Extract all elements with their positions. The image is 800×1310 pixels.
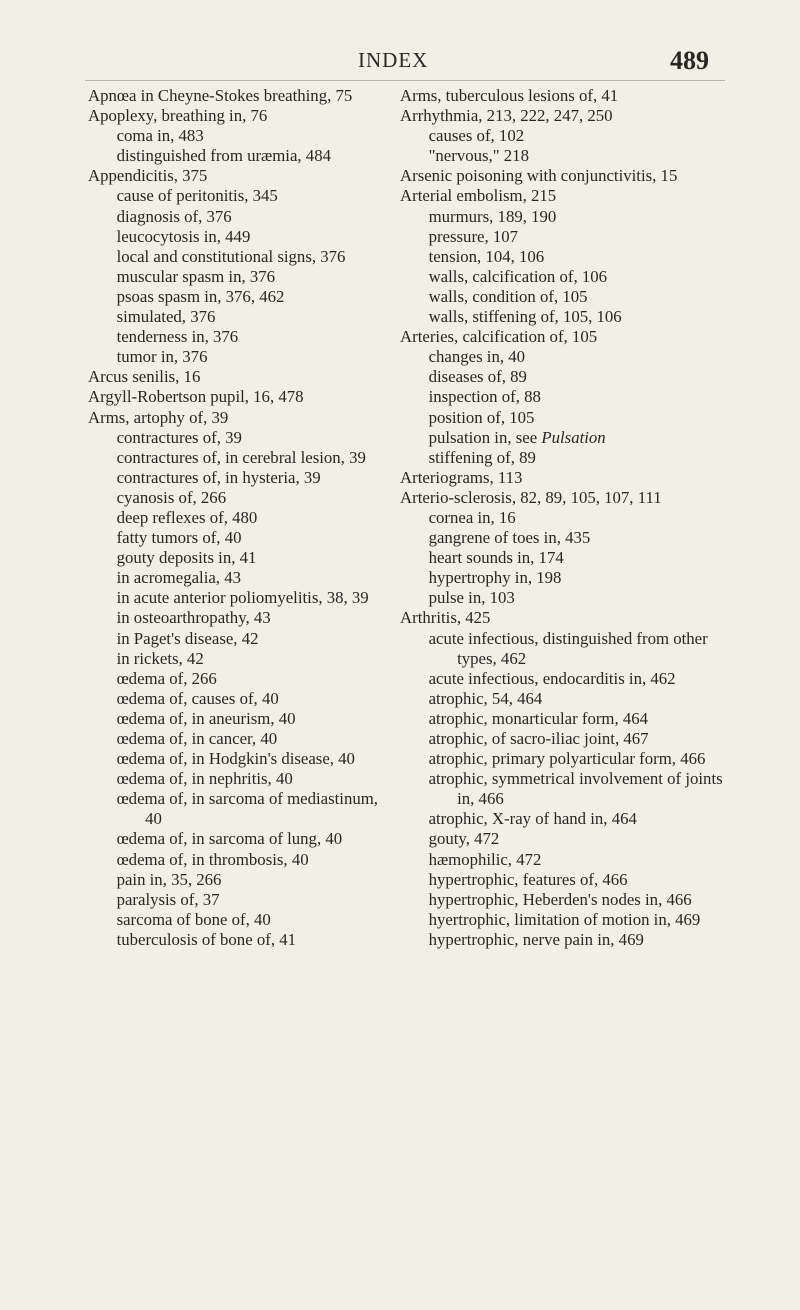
entry-text: contractures of, in cerebral lesion, 39 (116, 447, 366, 467)
entry-text: Apoplexy, breathing in, 76 (88, 106, 268, 126)
index-entry (400, 166, 735, 186)
index-entry (400, 608, 735, 628)
index-entry (400, 186, 735, 206)
entry-text: fatty tumors of, 40 (116, 528, 242, 548)
index-subentry (400, 548, 735, 568)
index-subentry (88, 126, 393, 146)
index-entry (400, 86, 735, 106)
entry-text: tuberculosis of bone of, 41 (116, 929, 296, 949)
entry-text: diseases of, 89 (428, 367, 527, 387)
index-subentry (88, 729, 393, 749)
index-subentry (88, 890, 393, 910)
entry-text: tension, 104, 106 (428, 246, 545, 266)
entry-text: hypertrophic, nerve pain in, 469 (428, 929, 644, 949)
index-subentry (400, 850, 735, 870)
index-subentry (88, 307, 393, 327)
index-subentry (88, 608, 393, 628)
entry-text: Arteriograms, 113 (400, 467, 523, 487)
entry-text: Arthritis, 425 (400, 608, 491, 628)
index-subentry (88, 146, 393, 166)
index-entry (88, 408, 393, 428)
entry-text: Arterial embolism, 215 (400, 186, 557, 206)
index-subentry (400, 769, 735, 809)
entry-cross-reference: Pulsation (541, 427, 606, 447)
entry-text: œdema of, in sarcoma of lung, 40 (116, 829, 343, 849)
index-subentry (400, 809, 735, 829)
running-header-title: INDEX (358, 48, 429, 72)
entry-text: gouty, 472 (428, 829, 500, 849)
index-column-right (400, 86, 735, 950)
entry-text: Apnœa in Cheyne-Stokes breathing, 75 (88, 86, 353, 105)
entry-text: atrophic, primary polyarticular form, 466 (428, 749, 706, 769)
entry-text: inspection of, 88 (428, 387, 541, 407)
index-subentry (88, 588, 393, 608)
entry-text: cornea in, 16 (428, 507, 516, 527)
index-subentry (400, 428, 735, 448)
entry-text: œdema of, 266 (116, 668, 217, 688)
entry-text: pulse in, 103 (428, 588, 515, 608)
entry-text: pressure, 107 (428, 226, 519, 246)
index-subentry (400, 669, 735, 689)
index-entry (400, 468, 735, 488)
entry-text: heart sounds in, 174 (428, 548, 564, 568)
index-subentry (88, 629, 393, 649)
entry-text: hypertrophic, Heberden's nodes in, 466 (428, 889, 692, 909)
index-subentry (400, 287, 735, 307)
entry-text: Arteries, calcification of, 105 (400, 327, 598, 347)
index-subentry (400, 749, 735, 769)
entry-text: cyanosis of, 266 (116, 487, 227, 507)
index-subentry (88, 287, 393, 307)
index-entry (88, 367, 393, 387)
entry-text: muscular spasm in, 376 (116, 266, 276, 286)
entry-text: gouty deposits in, 41 (116, 548, 257, 568)
entry-text: œdema of, in cancer, 40 (116, 729, 278, 748)
entry-text: œdema of, in aneurism, 40 (116, 708, 296, 728)
index-subentry (400, 709, 735, 729)
entry-text: coma in, 483 (116, 126, 204, 146)
entry-text: Arcus senilis, 16 (88, 367, 201, 387)
entry-text: sarcoma of bone of, 40 (116, 909, 271, 929)
entry-text: walls, calcification of, 106 (428, 266, 608, 286)
index-subentry (400, 387, 735, 407)
index-subentry (88, 829, 393, 849)
index-subentry (88, 548, 393, 568)
index-subentry (400, 146, 735, 166)
index-subentry (88, 850, 393, 870)
index-subentry (88, 669, 393, 689)
index-subentry (88, 448, 393, 468)
entry-text: Appendicitis, 375 (88, 166, 208, 186)
entry-text: in Paget's disease, 42 (116, 628, 259, 648)
entry-text: changes in, 40 (428, 347, 526, 367)
index-subentry (88, 488, 393, 508)
entry-text: local and constitutional signs, 376 (116, 246, 346, 266)
index-column-left (88, 86, 393, 950)
index-subentry (88, 347, 393, 367)
entry-text: walls, stiffening of, 105, 106 (428, 307, 622, 327)
index-subentry (400, 448, 735, 468)
index-subentry (88, 327, 393, 347)
index-subentry (88, 870, 393, 890)
entry-text: atrophic, monarticular form, 464 (428, 708, 649, 728)
entry-text: tumor in, 376 (116, 347, 208, 367)
entry-text: pulsation in, see (428, 427, 542, 447)
entry-text: distinguished from uræmia, 484 (116, 146, 331, 166)
index-subentry (400, 568, 735, 588)
entry-text: paralysis of, 37 (116, 889, 220, 909)
entry-text: murmurs, 189, 190 (428, 206, 557, 226)
index-subentry (400, 890, 735, 910)
entry-text: atrophic, 54, 464 (428, 688, 543, 708)
entry-text: pain in, 35, 266 (116, 869, 222, 889)
index-subentry (88, 709, 393, 729)
entry-text: œdema of, in thrombosis, 40 (116, 849, 309, 869)
entry-text: atrophic, of sacro-iliac joint, 467 (428, 729, 649, 748)
entry-text: Arms, artophy of, 39 (88, 407, 229, 427)
index-subentry (88, 789, 393, 829)
entry-text: œdema of, causes of, 40 (116, 688, 279, 708)
index-subentry (88, 649, 393, 669)
index-subentry (400, 508, 735, 528)
index-entry (88, 86, 393, 106)
entry-text: stiffening of, 89 (428, 447, 536, 467)
index-subentry (400, 307, 735, 327)
entry-text: in rickets, 42 (116, 648, 204, 668)
index-subentry (88, 227, 393, 247)
entry-text: causes of, 102 (428, 126, 525, 146)
index-subentry (400, 367, 735, 387)
entry-text: gangrene of toes in, 435 (428, 528, 591, 548)
index-subentry (88, 267, 393, 287)
index-subentry (88, 749, 393, 769)
header-rule (85, 80, 725, 81)
index-subentry (400, 528, 735, 548)
entry-text: Arms, tuberculous lesions of, 41 (400, 86, 619, 105)
entry-text: Argyll-Robertson pupil, 16, 478 (88, 387, 304, 407)
entry-text: œdema of, in nephritis, 40 (116, 769, 293, 789)
index-subentry (88, 769, 393, 789)
entry-text: in osteoarthropathy, 43 (116, 608, 271, 628)
entry-text: acute infectious, endocarditis in, 462 (428, 668, 676, 688)
entry-text: psoas spasm in, 376, 462 (116, 286, 285, 306)
entry-text: œdema of, in sarcoma of mediastinum, 40 (116, 789, 378, 829)
entry-text: hypertrophic, features of, 466 (428, 869, 628, 889)
index-subentry (88, 468, 393, 488)
index-subentry (400, 689, 735, 709)
index-subentry (400, 910, 735, 930)
index-subentry (400, 207, 735, 227)
index-subentry (400, 126, 735, 146)
entry-text: hæmophilic, 472 (428, 849, 542, 869)
index-subentry (400, 247, 735, 267)
index-entry (88, 106, 393, 126)
entry-text: Arrhythmia, 213, 222, 247, 250 (400, 106, 613, 126)
index-subentry (88, 568, 393, 588)
entry-text: Arterio-sclerosis, 82, 89, 105, 107, 111 (400, 487, 662, 507)
index-subentry (88, 186, 393, 206)
index-subentry (88, 247, 393, 267)
index-entry (400, 488, 735, 508)
entry-text: in acromegalia, 43 (116, 568, 241, 588)
index-subentry (88, 508, 393, 528)
entry-text: in acute anterior poliomyelitis, 38, 39 (116, 588, 369, 608)
index-subentry (88, 428, 393, 448)
entry-text: hypertrophy in, 198 (428, 568, 562, 588)
entry-text: deep reflexes of, 480 (116, 507, 258, 527)
entry-text: "nervous," 218 (428, 146, 529, 166)
entry-text: atrophic, symmetrical involvement of joints in, 466 (428, 769, 723, 809)
entry-text: Arsenic poisoning with conjunctivitis, 15 (400, 166, 678, 186)
index-entry (400, 106, 735, 126)
index-subentry (400, 408, 735, 428)
entry-text: contractures of, 39 (116, 427, 242, 447)
index-subentry (400, 227, 735, 247)
index-subentry (400, 629, 735, 669)
index-subentry (88, 930, 393, 950)
index-entry (88, 166, 393, 186)
entry-text: simulated, 376 (116, 307, 216, 327)
index-entry (88, 387, 393, 407)
index-subentry (88, 910, 393, 930)
index-subentry (88, 689, 393, 709)
entry-text: atrophic, X-ray of hand in, 464 (428, 809, 637, 829)
index-subentry (88, 528, 393, 548)
index-subentry (400, 347, 735, 367)
index-subentry (400, 870, 735, 890)
entry-text: acute infectious, distinguished from other types, 462 (428, 628, 708, 668)
entry-text: contractures of, in hysteria, 39 (116, 467, 321, 487)
entry-text: cause of peritonitis, 345 (116, 186, 278, 206)
index-subentry (400, 588, 735, 608)
entry-text: tenderness in, 376 (116, 327, 239, 347)
index-subentry (88, 207, 393, 227)
index-subentry (400, 829, 735, 849)
index-subentry (400, 930, 735, 950)
index-subentry (400, 729, 735, 749)
index-subentry (400, 267, 735, 287)
entry-text: hyertrophic, limitation of motion in, 469 (428, 909, 701, 929)
entry-text: position of, 105 (428, 407, 535, 427)
entry-text: leucocytosis in, 449 (116, 226, 251, 246)
index-entry (400, 327, 735, 347)
entry-text: walls, condition of, 105 (428, 286, 588, 306)
entry-text: diagnosis of, 376 (116, 206, 232, 226)
page-number: 489 (670, 46, 709, 75)
entry-text: œdema of, in Hodgkin's disease, 40 (116, 749, 355, 769)
